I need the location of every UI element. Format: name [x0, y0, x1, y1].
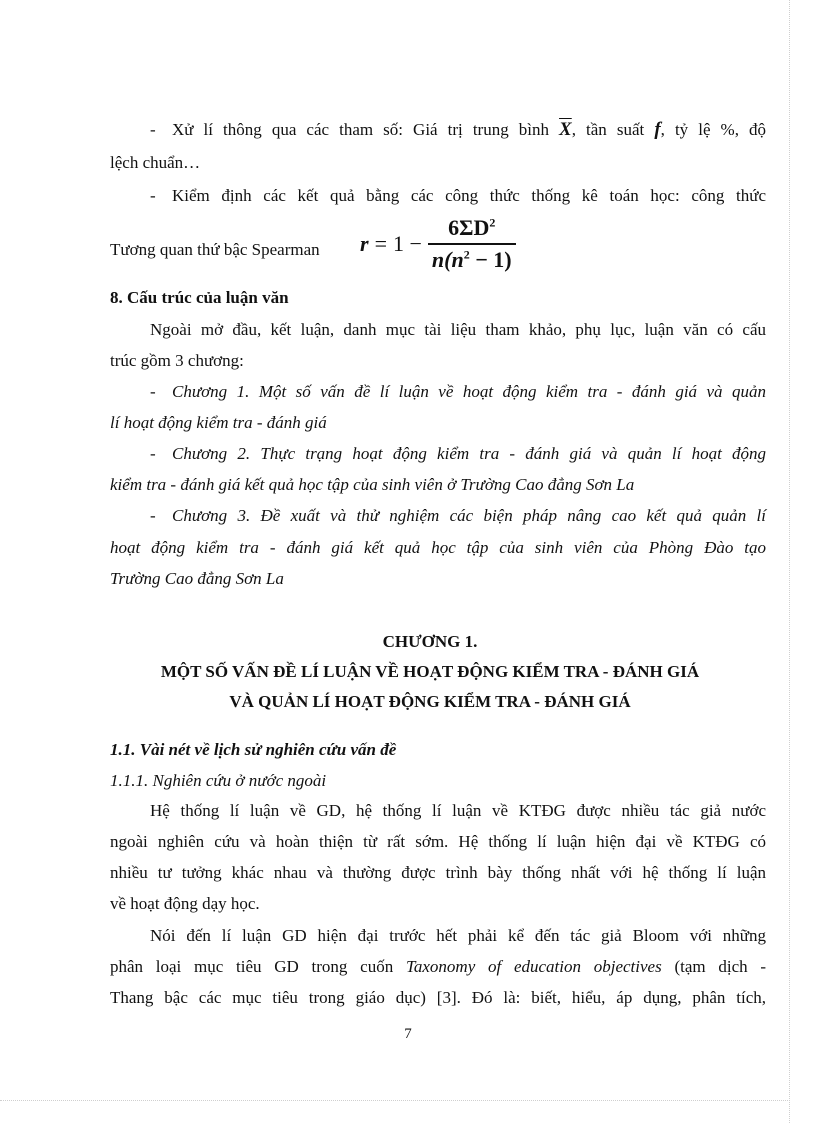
- processing-line-1: - Xử lí thông qua các tham số: Giá trị trung bình $\overline{X}$, tần suất f, tỷ lệ %, độ: [150, 119, 767, 140]
- chapter-title-line-1: MỘT SỐ VẤN ĐỀ LÍ LUẬN VỀ HOẠT ĐỘNG KIỂM TRA - ĐÁNH GIÁ: [160, 662, 700, 681]
- structure-intro-line-1: Ngoài mở đầu, kết luận, danh mục tài liệu tham khảo, phụ lục, luận văn có cấu: [150, 320, 766, 339]
- frequency-symbol: f: [654, 119, 661, 140]
- chapter-3-summary-line-1: - Chương 3. Đề xuất và thử nghiệm các biện pháp nâng cao kết quả quản lí: [150, 506, 766, 525]
- page-edge-bottom: [0, 1100, 790, 1101]
- paragraph-1-line-3: nhiều tư tưởng khác nhau và thường được trình bày thống nhất với hệ thống lí luận: [110, 863, 766, 882]
- book-title: Taxonomy of education objectives: [405, 957, 662, 976]
- testing-line-2: Tương quan thứ bậc Spearman: [110, 240, 320, 259]
- chapter-title-line-2: VÀ QUẢN LÍ HOẠT ĐỘNG KIỂM TRA - ĐÁNH GIÁ: [229, 692, 631, 711]
- chapter-number: CHƯƠNG 1.: [382, 632, 478, 651]
- chapter-1-summary-line-2: lí hoạt động kiểm tra - đánh giá: [110, 413, 327, 432]
- spearman-formula: r = 1 − $\frac{6\Sigma D^2}{n(n^2 - 1)}$: [360, 215, 516, 273]
- chapter-2-summary-line-2: kiểm tra - đánh giá kết quả học tập của sinh viên ở Trường Cao đẳng Sơn La: [110, 475, 635, 494]
- page-edge-right: [789, 0, 790, 1123]
- section-heading: 1.1. Vài nét về lịch sử nghiên cứu vấn đề: [110, 740, 397, 759]
- processing-line-2: lệch chuẩn…: [110, 153, 201, 172]
- bullet-dash: -: [150, 506, 156, 525]
- structure-heading: 8. Cấu trúc của luận văn: [110, 288, 289, 307]
- formula-fraction: [428, 215, 516, 273]
- paragraph-1-line-1: Hệ thống lí luận về GD, hệ thống lí luận về KTĐG được nhiều tác giả nước: [150, 801, 766, 820]
- paragraph-1-line-4: về hoạt động dạy học.: [110, 894, 260, 913]
- chapter-2-summary-line-1: - Chương 2. Thực trạng hoạt động kiểm tra - đánh giá và quản lí hoạt động: [150, 444, 766, 463]
- chapter-3-summary-line-3: Trường Cao đẳng Sơn La: [110, 569, 284, 588]
- chapter-3-summary-line-2: hoạt động kiểm tra - đánh giá kết quả học tập của sinh viên của Phòng Đào tạo: [110, 538, 766, 557]
- paragraph-2-line-2: phân loại mục tiêu GD trong cuốn Taxonomy of education objectives (tạm dịch -: [110, 957, 767, 976]
- paragraph-1-line-2: ngoài nghiên cứu và hoàn thiện từ rất sớm. Hệ thống lí luận hiện đại về KTĐG có: [110, 832, 766, 851]
- bullet-dash: -: [150, 382, 156, 401]
- mean-symbol: $\overline{X}$: [559, 119, 572, 140]
- formula-denominator: $n(n^2 - 1)$: [431, 246, 512, 272]
- paragraph-2-line-3: Thang bậc các mục tiêu trong giáo dục) [3]. Đó là: biết, hiểu, áp dụng, phân tích,: [110, 988, 766, 1007]
- bullet-dash: -: [150, 186, 156, 205]
- paragraph-2-line-1: Nói đến lí luận GD hiện đại trước hết phải kể đến tác giả Bloom với những: [150, 926, 766, 945]
- page-number: 7: [404, 1026, 412, 1042]
- structure-intro-line-2: trúc gồm 3 chương:: [110, 351, 244, 370]
- bullet-dash: -: [150, 444, 156, 463]
- subsection-heading: 1.1.1. Nghiên cứu ở nước ngoài: [110, 771, 327, 790]
- testing-line-1: - Kiểm định các kết quả bằng các công thức thống kê toán học: công thức: [150, 186, 766, 205]
- bullet-dash: -: [150, 120, 156, 139]
- formula-numerator: $6\Sigma D^2$: [448, 215, 496, 240]
- chapter-1-summary-line-1: - Chương 1. Một số vấn đề lí luận về hoạt động kiểm tra - đánh giá và quản: [150, 382, 766, 401]
